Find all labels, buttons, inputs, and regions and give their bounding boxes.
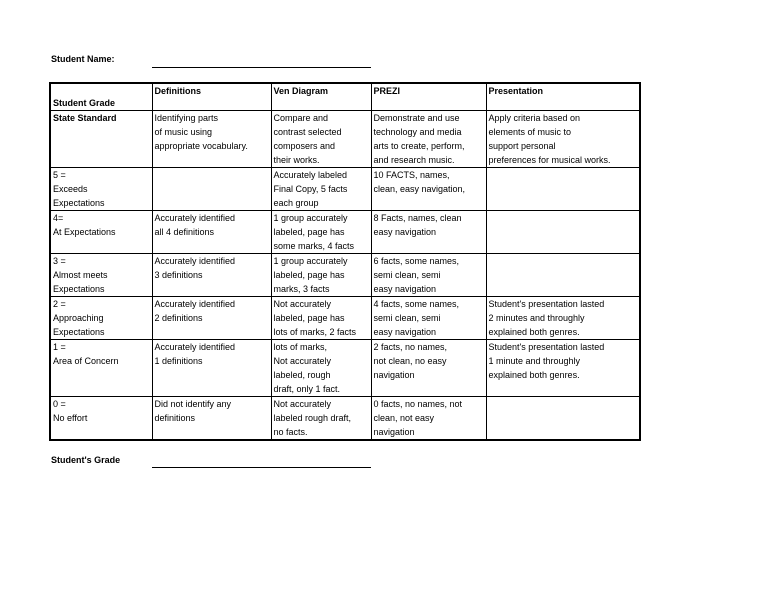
cell-line: contrast selected bbox=[273, 127, 342, 137]
cell-line: explained both genres. bbox=[488, 327, 580, 337]
corner-label: Student Grade bbox=[50, 83, 152, 111]
state-standard-label: State Standard bbox=[50, 111, 152, 168]
grade-label bbox=[50, 254, 152, 297]
grade-row bbox=[50, 297, 640, 340]
cell-prezi bbox=[371, 340, 486, 397]
cell-presentation bbox=[486, 168, 640, 211]
student-name-line[interactable] bbox=[152, 67, 371, 68]
cell-line: 8 Facts, names, clean bbox=[373, 213, 462, 223]
grade-label bbox=[50, 297, 152, 340]
cell-line: 3 definitions bbox=[154, 270, 203, 280]
cell-line: elements of music to bbox=[488, 127, 572, 137]
cell-line: 2 minutes and throughly bbox=[488, 313, 585, 323]
cell-line: explained both genres. bbox=[488, 370, 580, 380]
cell-ven-diagram bbox=[271, 211, 371, 254]
cell-line: technology and media bbox=[373, 127, 462, 137]
cell-line: their works. bbox=[273, 155, 320, 165]
cell-line: preferences for musical works. bbox=[488, 155, 611, 165]
cell-definitions bbox=[152, 254, 271, 297]
cell-definitions bbox=[152, 397, 271, 441]
cell-line: 1 definitions bbox=[154, 356, 203, 366]
cell-line: support personal bbox=[488, 141, 556, 151]
header-row bbox=[50, 83, 640, 111]
cell-presentation bbox=[486, 254, 640, 297]
column-header-prezi: PREZI bbox=[371, 83, 486, 111]
cell-line: Area of Concern bbox=[53, 356, 119, 366]
cell-line: easy navigation bbox=[373, 284, 437, 294]
cell-line: 5 = bbox=[53, 170, 66, 180]
student-name-label: Student Name: bbox=[51, 54, 115, 64]
cell-line: Accurately labeled bbox=[273, 170, 348, 180]
cell-presentation bbox=[486, 297, 640, 340]
grade-row bbox=[50, 211, 640, 254]
cell-line: Did not identify any bbox=[154, 399, 232, 409]
cell-line: 4= bbox=[53, 213, 64, 223]
cell-line: navigation bbox=[373, 427, 415, 437]
cell-line: marks, 3 facts bbox=[273, 284, 330, 294]
cell-line: and research music. bbox=[373, 155, 455, 165]
column-header-ven-diagram: Ven Diagram bbox=[271, 83, 371, 111]
cell-line: 4 facts, some names, bbox=[373, 299, 460, 309]
cell-ven-diagram bbox=[271, 254, 371, 297]
cell-line: Accurately identified bbox=[154, 213, 236, 223]
cell-line: definitions bbox=[154, 413, 196, 423]
cell-line: 1 group accurately bbox=[273, 213, 348, 223]
cell-line: Exceeds bbox=[53, 184, 88, 194]
cell-line: 3 = bbox=[53, 256, 66, 266]
cell-definitions bbox=[152, 340, 271, 397]
cell-line: Accurately identified bbox=[154, 256, 236, 266]
grade-label bbox=[50, 340, 152, 397]
cell-line: draft, only 1 fact. bbox=[273, 384, 341, 394]
cell-line: semi clean, semi bbox=[373, 270, 441, 280]
cell-line: clean, easy navigation, bbox=[373, 184, 466, 194]
cell-definitions bbox=[152, 297, 271, 340]
cell-line: Almost meets bbox=[53, 270, 108, 280]
grade-label bbox=[50, 211, 152, 254]
cell-line: no facts. bbox=[273, 427, 308, 437]
cell-line: all 4 definitions bbox=[154, 227, 215, 237]
grade-row bbox=[50, 254, 640, 297]
cell-line: Expectations bbox=[53, 284, 105, 294]
cell-line: lots of marks, bbox=[273, 342, 328, 352]
cell-line: Identifying parts bbox=[154, 113, 219, 123]
students-grade-line[interactable] bbox=[152, 467, 371, 468]
standard-cell-definitions bbox=[152, 111, 271, 168]
cell-line: Accurately identified bbox=[154, 342, 236, 352]
standard-cell-ven-diagram bbox=[271, 111, 371, 168]
cell-line: 2 definitions bbox=[154, 313, 203, 323]
cell-line: Approaching bbox=[53, 313, 104, 323]
cell-prezi bbox=[371, 254, 486, 297]
cell-line: Not accurately bbox=[273, 399, 332, 409]
cell-line: Compare and bbox=[273, 113, 329, 123]
grade-row bbox=[50, 340, 640, 397]
grade-label bbox=[50, 168, 152, 211]
cell-prezi bbox=[371, 297, 486, 340]
grade-row bbox=[50, 168, 640, 211]
cell-line: easy navigation bbox=[373, 327, 437, 337]
cell-line: 1 = bbox=[53, 342, 66, 352]
cell-line: Student's presentation lasted bbox=[488, 299, 605, 309]
cell-line: No effort bbox=[53, 413, 88, 423]
cell-line: some marks, 4 facts bbox=[273, 241, 355, 251]
standard-cell-prezi bbox=[371, 111, 486, 168]
cell-prezi bbox=[371, 397, 486, 441]
cell-ven-diagram bbox=[271, 397, 371, 441]
grade-label bbox=[50, 397, 152, 441]
cell-presentation bbox=[486, 211, 640, 254]
cell-line: of music using bbox=[154, 127, 213, 137]
grade-row bbox=[50, 397, 640, 441]
cell-prezi bbox=[371, 211, 486, 254]
cell-line: labeled, rough bbox=[273, 370, 331, 380]
cell-line: 10 FACTS, names, bbox=[373, 170, 450, 180]
cell-ven-diagram bbox=[271, 340, 371, 397]
cell-line: composers and bbox=[273, 141, 336, 151]
cell-line: At Expectations bbox=[53, 227, 116, 237]
cell-line: labeled, page has bbox=[273, 227, 345, 237]
cell-line: Accurately identified bbox=[154, 299, 236, 309]
cell-definitions bbox=[152, 168, 271, 211]
cell-line: Student's presentation lasted bbox=[488, 342, 605, 352]
cell-line: Final Copy, 5 facts bbox=[273, 184, 348, 194]
cell-line: Expectations bbox=[53, 327, 105, 337]
cell-ven-diagram bbox=[271, 168, 371, 211]
cell-line: 1 group accurately bbox=[273, 256, 348, 266]
cell-line: labeled, page has bbox=[273, 270, 345, 280]
cell-line: 2 = bbox=[53, 299, 66, 309]
cell-presentation bbox=[486, 397, 640, 441]
cell-line: Demonstrate and use bbox=[373, 113, 460, 123]
cell-definitions bbox=[152, 211, 271, 254]
cell-line: Not accurately bbox=[273, 299, 332, 309]
state-standard-row bbox=[50, 111, 640, 168]
cell-line: each group bbox=[273, 198, 319, 208]
cell-line: labeled, page has bbox=[273, 313, 345, 323]
cell-ven-diagram bbox=[271, 297, 371, 340]
cell-presentation bbox=[486, 340, 640, 397]
cell-line: 0 = bbox=[53, 399, 66, 409]
cell-line: Expectations bbox=[53, 198, 105, 208]
cell-line: 0 facts, no names, not bbox=[373, 399, 463, 409]
cell-line: easy navigation bbox=[373, 227, 437, 237]
cell-line: 6 facts, some names, bbox=[373, 256, 460, 266]
cell-line: appropriate vocabulary. bbox=[154, 141, 248, 151]
standard-cell-presentation bbox=[486, 111, 640, 168]
cell-line: clean, not easy bbox=[373, 413, 435, 423]
column-header-presentation: Presentation bbox=[486, 83, 640, 111]
cell-line: arts to create, perform, bbox=[373, 141, 465, 151]
students-grade-label: Student's Grade bbox=[51, 455, 121, 465]
cell-prezi bbox=[371, 168, 486, 211]
cell-line: not clean, no easy bbox=[373, 356, 447, 366]
cell-line: navigation bbox=[373, 370, 415, 380]
cell-line: 1 minute and throughly bbox=[488, 356, 581, 366]
rubric-table bbox=[49, 82, 641, 441]
cell-line: Apply criteria based on bbox=[488, 113, 581, 123]
cell-line: lots of marks, 2 facts bbox=[273, 327, 357, 337]
cell-line: Not accurately bbox=[273, 356, 332, 366]
cell-line: semi clean, semi bbox=[373, 313, 441, 323]
column-header-definitions: Definitions bbox=[152, 83, 271, 111]
cell-line: labeled rough draft, bbox=[273, 413, 352, 423]
cell-line: 2 facts, no names, bbox=[373, 342, 448, 352]
